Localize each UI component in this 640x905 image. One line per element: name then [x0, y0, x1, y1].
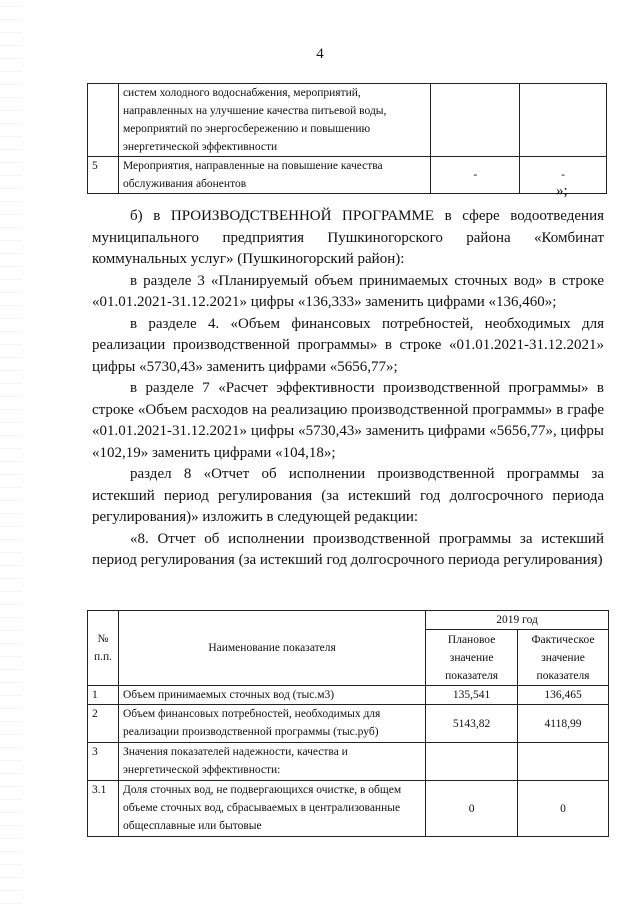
plan-value: 0: [426, 781, 518, 837]
header-num: № п.п.: [88, 611, 119, 686]
fact-value: [518, 743, 609, 781]
paragraph: в разделе 7 «Расчет эффективности производственной программы» в строке «Объем расходов на реализацию производственной программы» в графе «01.01.2021-31.12.2021» цифры «5730,43» заменить цифрами «5656,77», цифры «102,19» заменить цифрами «104,18»;: [92, 380, 604, 461]
fact-value: 136,465: [518, 686, 609, 705]
row-name: Доля сточных вод, не подвергающихся очистке, в общем объеме сточных вод, сбрасываемых в централизованные общесплавные или бытовые: [118, 781, 425, 837]
closing-quote: »;: [556, 183, 568, 199]
row-number: 3: [88, 743, 119, 781]
row-number: 5: [88, 157, 119, 194]
header-fact: Фактическое значение показателя: [518, 630, 609, 686]
paragraph: в разделе 4. «Объем финансовых потребностей, необходимых для реализации производственной программы» в строке «01.01.2021-31.12.2021» цифры «5730,43» заменить цифрами «5656,77»;: [92, 315, 604, 375]
row-text: Мероприятия, направленные на повышение качества обслуживания абонентов: [118, 157, 430, 194]
row-number: [88, 84, 119, 157]
plan-value: 5143,82: [426, 705, 518, 743]
table-row: [88, 705, 609, 743]
paragraph: «8. Отчет об исполнении производственной программы за истекший период регулирования (за истекший год долгосрочного периода регулирования): [92, 530, 604, 568]
row-number: 2: [88, 705, 119, 743]
fact-value: [520, 84, 607, 157]
row-name: Объем принимаемых сточных вод (тыс.м3): [118, 686, 425, 705]
continuation-table: [87, 83, 607, 194]
plan-value: 135,541: [426, 686, 518, 705]
table-row: [88, 781, 609, 837]
header-plan: Плановое значение показателя: [426, 630, 518, 686]
table-row: [88, 84, 607, 157]
paragraph: раздел 8 «Отчет об исполнении производственной программы за истекший период регулирования (за истекший год долгосрочного периода регулирования)» изложить в следующей редакции:: [92, 466, 604, 525]
fact-value: 4118,99: [518, 705, 609, 743]
header-year: 2019 год: [426, 611, 609, 630]
body-text: [92, 206, 604, 572]
report-table: [87, 610, 609, 837]
row-number: 3.1: [88, 781, 119, 837]
row-text: систем холодного водоснабжения, мероприятий, направленных на улучшение качества питьевой воды, мероприятий по энергосбережению и повышению энергетической эффективности: [118, 84, 430, 157]
row-name: Значения показателей надежности, качества и энергетической эффективности:: [118, 743, 425, 781]
plan-value: [431, 84, 520, 157]
table-header-row: [88, 611, 609, 630]
plan-value: -: [431, 157, 520, 194]
table-row: [88, 157, 607, 194]
paragraph: в разделе 3 «Планируемый объем принимаемых сточных вод» в строке «01.01.2021-31.12.2021» цифры «136,333» заменить цифрами «136,460»;: [92, 272, 604, 310]
header-name: Наименование показателя: [118, 611, 425, 686]
row-number: 1: [88, 686, 119, 705]
table-row: [88, 686, 609, 705]
table-row: [88, 743, 609, 781]
plan-value: [426, 743, 518, 781]
fact-value: -: [520, 157, 607, 194]
row-name: Объем финансовых потребностей, необходимых для реализации производственной программы (тыс.руб): [118, 705, 425, 743]
fact-value: 0: [518, 781, 609, 837]
page-number: 4: [316, 46, 324, 62]
paragraph: б) в ПРОИЗВОДСТВЕННОЙ ПРОГРАММЕ в сфере водоотведения муниципального предприятия Пушкиногорского района «Комбинат коммунальных услуг» (Пушкиногорский район):: [92, 208, 604, 267]
scan-edge-artifact: [0, 0, 22, 905]
